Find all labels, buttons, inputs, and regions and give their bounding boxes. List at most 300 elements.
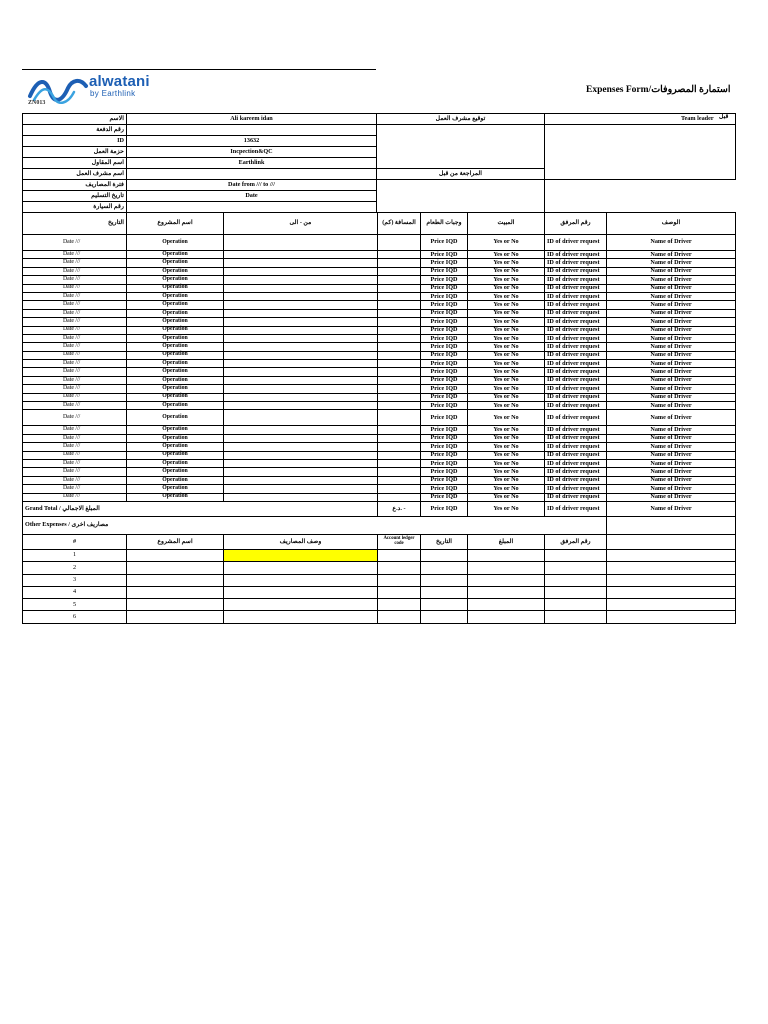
from-to-cell[interactable] (224, 426, 378, 434)
meals-cell[interactable]: Price IQD (421, 301, 468, 309)
attachment-cell[interactable]: ID of driver request (545, 318, 607, 326)
description-cell[interactable]: Name of Driver (607, 402, 736, 410)
stay-cell[interactable]: Yes or No (468, 334, 545, 342)
other-expense-cell[interactable] (421, 549, 468, 561)
stay-cell[interactable]: Yes or No (468, 443, 545, 451)
distance-cell[interactable] (378, 251, 421, 259)
distance-cell[interactable] (378, 343, 421, 351)
other-expense-cell[interactable] (224, 549, 378, 561)
stay-cell[interactable]: Yes or No (468, 410, 545, 426)
other-expense-cell[interactable] (545, 586, 607, 598)
stay-cell[interactable]: Yes or No (468, 276, 545, 284)
meals-cell[interactable]: Price IQD (421, 326, 468, 334)
attachment-cell[interactable]: ID of driver request (545, 468, 607, 476)
other-expense-cell[interactable] (421, 599, 468, 611)
attachment-cell[interactable]: ID of driver request (545, 434, 607, 442)
date-cell[interactable]: Date /// (23, 476, 127, 484)
distance-cell[interactable] (378, 376, 421, 384)
row-number: 6 (23, 611, 127, 623)
description-cell[interactable]: Name of Driver (607, 368, 736, 376)
info-value[interactable]: Date (127, 191, 377, 202)
project-cell[interactable]: Operation (127, 334, 224, 342)
from-to-cell[interactable] (224, 318, 378, 326)
stay-cell[interactable]: Yes or No (468, 368, 545, 376)
date-cell[interactable]: Date /// (23, 259, 127, 267)
project-cell[interactable]: Operation (127, 360, 224, 368)
other-expense-cell[interactable] (468, 611, 545, 623)
date-cell[interactable]: Date /// (23, 402, 127, 410)
distance-cell[interactable] (378, 451, 421, 459)
project-cell[interactable]: Operation (127, 309, 224, 317)
stay-cell[interactable]: Yes or No (468, 376, 545, 384)
distance-cell[interactable] (378, 393, 421, 401)
stay-cell[interactable]: Yes or No (468, 402, 545, 410)
distance-cell[interactable] (378, 485, 421, 493)
from-to-cell[interactable] (224, 410, 378, 426)
other-expense-cell[interactable] (468, 599, 545, 611)
attachment-cell[interactable]: ID of driver request (545, 301, 607, 309)
project-cell[interactable]: Operation (127, 410, 224, 426)
other-expense-cell[interactable] (545, 562, 607, 574)
description-cell[interactable]: Name of Driver (607, 426, 736, 434)
description-cell[interactable]: Name of Driver (607, 434, 736, 442)
distance-cell[interactable] (378, 326, 421, 334)
stay-cell[interactable]: Yes or No (468, 434, 545, 442)
description-cell[interactable]: Name of Driver (607, 459, 736, 467)
meals-cell[interactable]: Price IQD (421, 385, 468, 393)
meals-cell[interactable]: Price IQD (421, 459, 468, 467)
other-expense-cell[interactable] (224, 586, 378, 598)
other-expense-cell[interactable] (127, 611, 224, 623)
project-cell[interactable]: Operation (127, 459, 224, 467)
other-expense-cell[interactable] (545, 599, 607, 611)
other-expense-cell[interactable] (378, 599, 421, 611)
meals-cell[interactable]: Price IQD (421, 443, 468, 451)
attachment-cell[interactable]: ID of driver request (545, 443, 607, 451)
project-cell[interactable]: Operation (127, 443, 224, 451)
attachment-cell[interactable]: ID of driver request (545, 393, 607, 401)
description-cell[interactable]: Name of Driver (607, 259, 736, 267)
info-label: اسم المقاول (23, 158, 127, 169)
description-cell[interactable]: Name of Driver (607, 485, 736, 493)
meals-cell[interactable]: Price IQD (421, 376, 468, 384)
description-cell[interactable]: Name of Driver (607, 351, 736, 359)
distance-cell[interactable] (378, 368, 421, 376)
from-to-cell[interactable] (224, 267, 378, 275)
date-cell[interactable]: Date /// (23, 343, 127, 351)
date-cell[interactable]: Date /// (23, 368, 127, 376)
description-cell[interactable]: Name of Driver (607, 493, 736, 501)
other-expense-cell[interactable] (468, 562, 545, 574)
other-expense-cell[interactable] (545, 611, 607, 623)
attachment-cell[interactable]: ID of driver request (545, 343, 607, 351)
from-to-cell[interactable] (224, 468, 378, 476)
date-cell[interactable]: Date /// (23, 443, 127, 451)
attachment-cell[interactable]: ID of driver request (545, 292, 607, 300)
distance-cell[interactable] (378, 402, 421, 410)
from-to-cell[interactable] (224, 376, 378, 384)
description-cell[interactable]: Name of Driver (607, 284, 736, 292)
other-expense-cell[interactable] (607, 574, 736, 586)
distance-cell[interactable] (378, 259, 421, 267)
project-cell[interactable]: Operation (127, 376, 224, 384)
other-expense-cell[interactable] (224, 562, 378, 574)
stay-cell[interactable]: Yes or No (468, 426, 545, 434)
meals-cell[interactable]: Price IQD (421, 309, 468, 317)
other-expense-cell[interactable] (378, 574, 421, 586)
meals-cell[interactable]: Price IQD (421, 493, 468, 501)
project-cell[interactable]: Operation (127, 402, 224, 410)
other-expense-cell[interactable] (224, 599, 378, 611)
meals-cell[interactable]: Price IQD (421, 410, 468, 426)
distance-cell[interactable] (378, 410, 421, 426)
attachment-cell[interactable]: ID of driver request (545, 402, 607, 410)
info-value[interactable] (127, 202, 377, 213)
project-cell[interactable]: Operation (127, 468, 224, 476)
from-to-cell[interactable] (224, 326, 378, 334)
date-cell[interactable]: Date /// (23, 235, 127, 251)
description-cell[interactable]: Name of Driver (607, 443, 736, 451)
description-cell[interactable]: Name of Driver (607, 301, 736, 309)
stay-cell[interactable]: Yes or No (468, 301, 545, 309)
project-cell[interactable]: Operation (127, 351, 224, 359)
supervisor-sign-box[interactable] (377, 125, 545, 169)
from-to-cell[interactable] (224, 393, 378, 401)
attachment-cell[interactable]: ID of driver request (545, 360, 607, 368)
from-to-cell[interactable] (224, 368, 378, 376)
attachment-cell[interactable]: ID of driver request (545, 476, 607, 484)
distance-cell[interactable] (378, 309, 421, 317)
project-cell[interactable]: Operation (127, 434, 224, 442)
meals-cell[interactable]: Price IQD (421, 284, 468, 292)
from-to-cell[interactable] (224, 385, 378, 393)
date-cell[interactable]: Date /// (23, 493, 127, 501)
description-cell[interactable]: Name of Driver (607, 385, 736, 393)
from-to-cell[interactable] (224, 360, 378, 368)
distance-cell[interactable] (378, 334, 421, 342)
other-expense-cell[interactable] (468, 549, 545, 561)
project-cell[interactable]: Operation (127, 393, 224, 401)
attachment-cell[interactable]: ID of driver request (545, 284, 607, 292)
from-to-cell[interactable] (224, 309, 378, 317)
attachment-cell[interactable]: ID of driver request (545, 326, 607, 334)
from-to-cell[interactable] (224, 485, 378, 493)
attachment-cell[interactable]: ID of driver request (545, 368, 607, 376)
stay-cell[interactable]: Yes or No (468, 259, 545, 267)
distance-cell[interactable] (378, 284, 421, 292)
description-cell[interactable]: Name of Driver (607, 292, 736, 300)
expense-row (23, 259, 736, 267)
stay-cell[interactable]: Yes or No (468, 459, 545, 467)
review-box[interactable] (377, 180, 545, 213)
other-expense-cell[interactable] (607, 611, 736, 623)
date-cell[interactable]: Date /// (23, 459, 127, 467)
date-cell[interactable]: Date /// (23, 301, 127, 309)
from-to-cell[interactable] (224, 251, 378, 259)
other-expense-cell[interactable] (607, 549, 736, 561)
info-value[interactable]: Incpection&QC (127, 147, 377, 158)
attachment-cell[interactable]: ID of driver request (545, 376, 607, 384)
from-to-cell[interactable] (224, 292, 378, 300)
attachment-cell[interactable]: ID of driver request (545, 451, 607, 459)
other-expense-cell[interactable] (421, 574, 468, 586)
attachment-cell[interactable]: ID of driver request (545, 426, 607, 434)
distance-cell[interactable] (378, 301, 421, 309)
project-cell[interactable]: Operation (127, 267, 224, 275)
stay-cell[interactable]: Yes or No (468, 360, 545, 368)
total-meals-cell: Price IQD (421, 501, 468, 516)
meals-cell[interactable]: Price IQD (421, 351, 468, 359)
meals-cell[interactable]: Price IQD (421, 434, 468, 442)
info-value[interactable]: Ali kareem idan (127, 114, 377, 125)
other-expense-cell[interactable] (468, 574, 545, 586)
other-expense-cell[interactable] (378, 549, 421, 561)
other-expense-cell[interactable] (378, 611, 421, 623)
project-cell[interactable]: Operation (127, 326, 224, 334)
project-cell[interactable]: Operation (127, 251, 224, 259)
date-cell[interactable]: Date /// (23, 385, 127, 393)
date-cell[interactable]: Date /// (23, 318, 127, 326)
attachment-cell[interactable]: ID of driver request (545, 334, 607, 342)
attachment-cell[interactable]: ID of driver request (545, 267, 607, 275)
meals-cell[interactable]: Price IQD (421, 259, 468, 267)
distance-cell[interactable] (378, 426, 421, 434)
stay-cell[interactable]: Yes or No (468, 351, 545, 359)
date-cell[interactable]: Date /// (23, 434, 127, 442)
attachment-cell[interactable]: ID of driver request (545, 351, 607, 359)
other-expense-cell[interactable] (421, 562, 468, 574)
info-value[interactable]: 13632 (127, 136, 377, 147)
attachment-cell[interactable]: ID of driver request (545, 251, 607, 259)
meals-cell[interactable]: Price IQD (421, 318, 468, 326)
project-cell[interactable]: Operation (127, 451, 224, 459)
other-expense-cell[interactable] (378, 586, 421, 598)
total-description-cell: Name of Driver (607, 501, 736, 516)
distance-cell[interactable] (378, 267, 421, 275)
description-cell[interactable]: Name of Driver (607, 451, 736, 459)
other-expense-cell[interactable] (127, 586, 224, 598)
attachment-cell[interactable]: ID of driver request (545, 309, 607, 317)
date-cell[interactable]: Date /// (23, 251, 127, 259)
meals-cell[interactable]: Price IQD (421, 368, 468, 376)
project-cell[interactable]: Operation (127, 493, 224, 501)
description-cell[interactable]: Name of Driver (607, 360, 736, 368)
distance-cell[interactable] (378, 476, 421, 484)
meals-cell[interactable]: Price IQD (421, 251, 468, 259)
description-cell[interactable]: Name of Driver (607, 334, 736, 342)
from-to-cell[interactable] (224, 284, 378, 292)
stay-cell[interactable]: Yes or No (468, 284, 545, 292)
stay-cell[interactable]: Yes or No (468, 476, 545, 484)
description-cell[interactable]: Name of Driver (607, 476, 736, 484)
date-cell[interactable]: Date /// (23, 376, 127, 384)
date-cell[interactable]: Date /// (23, 284, 127, 292)
attachment-cell[interactable]: ID of driver request (545, 235, 607, 251)
meals-cell[interactable]: Price IQD (421, 451, 468, 459)
stay-cell[interactable]: Yes or No (468, 385, 545, 393)
date-cell[interactable]: Date /// (23, 426, 127, 434)
meals-cell[interactable]: Price IQD (421, 426, 468, 434)
meals-cell[interactable]: Price IQD (421, 334, 468, 342)
other-expense-cell[interactable] (468, 586, 545, 598)
description-cell[interactable]: Name of Driver (607, 267, 736, 275)
project-cell[interactable]: Operation (127, 476, 224, 484)
from-to-cell[interactable] (224, 493, 378, 501)
top-rule (22, 69, 376, 70)
attachment-cell[interactable]: ID of driver request (545, 459, 607, 467)
stay-cell[interactable]: Yes or No (468, 485, 545, 493)
other-expense-cell[interactable] (607, 562, 736, 574)
project-cell[interactable]: Operation (127, 426, 224, 434)
meals-cell[interactable]: Price IQD (421, 235, 468, 251)
from-to-cell[interactable] (224, 451, 378, 459)
description-cell[interactable]: Name of Driver (607, 235, 736, 251)
distance-cell[interactable] (378, 443, 421, 451)
distance-cell[interactable] (378, 318, 421, 326)
from-to-cell[interactable] (224, 334, 378, 342)
from-to-cell[interactable] (224, 351, 378, 359)
stay-cell[interactable]: Yes or No (468, 309, 545, 317)
stay-cell[interactable]: Yes or No (468, 318, 545, 326)
attachment-cell[interactable]: ID of driver request (545, 493, 607, 501)
date-cell[interactable]: Date /// (23, 451, 127, 459)
from-to-cell[interactable] (224, 259, 378, 267)
distance-cell[interactable] (378, 468, 421, 476)
meals-cell[interactable]: Price IQD (421, 402, 468, 410)
meals-cell[interactable]: Price IQD (421, 276, 468, 284)
attachment-cell[interactable]: ID of driver request (545, 410, 607, 426)
date-cell[interactable]: Date /// (23, 309, 127, 317)
distance-cell[interactable] (378, 385, 421, 393)
attachment-cell[interactable]: ID of driver request (545, 385, 607, 393)
stay-cell[interactable]: Yes or No (468, 343, 545, 351)
from-to-cell[interactable] (224, 301, 378, 309)
other-expense-cell[interactable] (224, 574, 378, 586)
description-cell[interactable]: Name of Driver (607, 376, 736, 384)
distance-cell[interactable] (378, 292, 421, 300)
project-cell[interactable]: Operation (127, 485, 224, 493)
stay-cell[interactable]: Yes or No (468, 251, 545, 259)
date-cell[interactable]: Date /// (23, 326, 127, 334)
meals-cell[interactable]: Price IQD (421, 485, 468, 493)
project-cell[interactable]: Operation (127, 385, 224, 393)
info-value[interactable]: Date from /// to /// (127, 180, 377, 191)
other-expense-cell[interactable] (127, 562, 224, 574)
description-cell[interactable]: Name of Driver (607, 309, 736, 317)
project-cell[interactable]: Operation (127, 301, 224, 309)
stay-cell[interactable]: Yes or No (468, 292, 545, 300)
date-cell[interactable]: Date /// (23, 468, 127, 476)
from-to-cell[interactable] (224, 276, 378, 284)
stay-cell[interactable]: Yes or No (468, 393, 545, 401)
other-expense-cell[interactable] (127, 599, 224, 611)
stay-cell[interactable]: Yes or No (468, 468, 545, 476)
description-cell[interactable]: Name of Driver (607, 410, 736, 426)
description-cell[interactable]: Name of Driver (607, 318, 736, 326)
date-cell[interactable]: Date /// (23, 410, 127, 426)
description-cell[interactable]: Name of Driver (607, 326, 736, 334)
description-cell[interactable]: Name of Driver (607, 393, 736, 401)
from-to-cell[interactable] (224, 235, 378, 251)
other-expense-cell[interactable] (607, 586, 736, 598)
date-cell[interactable]: Date /// (23, 393, 127, 401)
description-cell[interactable]: Name of Driver (607, 468, 736, 476)
attachment-cell[interactable]: ID of driver request (545, 259, 607, 267)
project-cell[interactable]: Operation (127, 343, 224, 351)
date-cell[interactable]: Date /// (23, 292, 127, 300)
distance-cell[interactable] (378, 493, 421, 501)
project-cell[interactable]: Operation (127, 368, 224, 376)
other-expense-cell[interactable] (127, 549, 224, 561)
info-value[interactable] (127, 125, 377, 136)
date-cell[interactable]: Date /// (23, 267, 127, 275)
from-to-cell[interactable] (224, 402, 378, 410)
date-cell[interactable]: Date /// (23, 276, 127, 284)
from-to-cell[interactable] (224, 434, 378, 442)
distance-cell[interactable] (378, 434, 421, 442)
distance-cell[interactable] (378, 459, 421, 467)
project-cell[interactable]: Operation (127, 292, 224, 300)
other-expense-cell[interactable] (421, 586, 468, 598)
date-cell[interactable]: Date /// (23, 485, 127, 493)
meals-cell[interactable]: Price IQD (421, 360, 468, 368)
date-cell[interactable]: Date /// (23, 334, 127, 342)
stay-cell[interactable]: Yes or No (468, 451, 545, 459)
stay-cell[interactable]: Yes or No (468, 235, 545, 251)
from-to-cell[interactable] (224, 476, 378, 484)
distance-cell[interactable] (378, 351, 421, 359)
info-value[interactable]: Earthlink (127, 158, 377, 169)
meals-cell[interactable]: Price IQD (421, 267, 468, 275)
date-cell[interactable]: Date /// (23, 360, 127, 368)
column-header: وجبات الطعام (421, 213, 468, 235)
project-cell[interactable]: Operation (127, 318, 224, 326)
other-expense-cell[interactable] (545, 574, 607, 586)
other-expense-cell[interactable] (378, 562, 421, 574)
other-expense-cell[interactable] (224, 611, 378, 623)
from-to-cell[interactable] (224, 443, 378, 451)
other-expense-cell[interactable] (421, 611, 468, 623)
distance-cell[interactable] (378, 360, 421, 368)
other-expense-cell[interactable] (127, 574, 224, 586)
other-expense-cell[interactable] (607, 599, 736, 611)
project-cell[interactable]: Operation (127, 276, 224, 284)
description-cell[interactable]: Name of Driver (607, 276, 736, 284)
distance-cell[interactable] (378, 235, 421, 251)
info-value[interactable] (127, 169, 377, 180)
meals-cell[interactable]: Price IQD (421, 393, 468, 401)
meals-cell[interactable]: Price IQD (421, 476, 468, 484)
distance-cell[interactable] (378, 276, 421, 284)
date-cell[interactable]: Date /// (23, 351, 127, 359)
stay-cell[interactable]: Yes or No (468, 326, 545, 334)
description-cell[interactable]: Name of Driver (607, 251, 736, 259)
meals-cell[interactable]: Price IQD (421, 343, 468, 351)
meals-cell[interactable]: Price IQD (421, 292, 468, 300)
project-cell[interactable]: Operation (127, 284, 224, 292)
attachment-cell[interactable]: ID of driver request (545, 276, 607, 284)
attachment-cell[interactable]: ID of driver request (545, 485, 607, 493)
project-cell[interactable]: Operation (127, 235, 224, 251)
from-to-cell[interactable] (224, 343, 378, 351)
description-cell[interactable]: Name of Driver (607, 343, 736, 351)
stay-cell[interactable]: Yes or No (468, 493, 545, 501)
meals-cell[interactable]: Price IQD (421, 468, 468, 476)
project-cell[interactable]: Operation (127, 259, 224, 267)
stay-cell[interactable]: Yes or No (468, 267, 545, 275)
from-to-cell[interactable] (224, 459, 378, 467)
other-expense-cell[interactable] (545, 549, 607, 561)
